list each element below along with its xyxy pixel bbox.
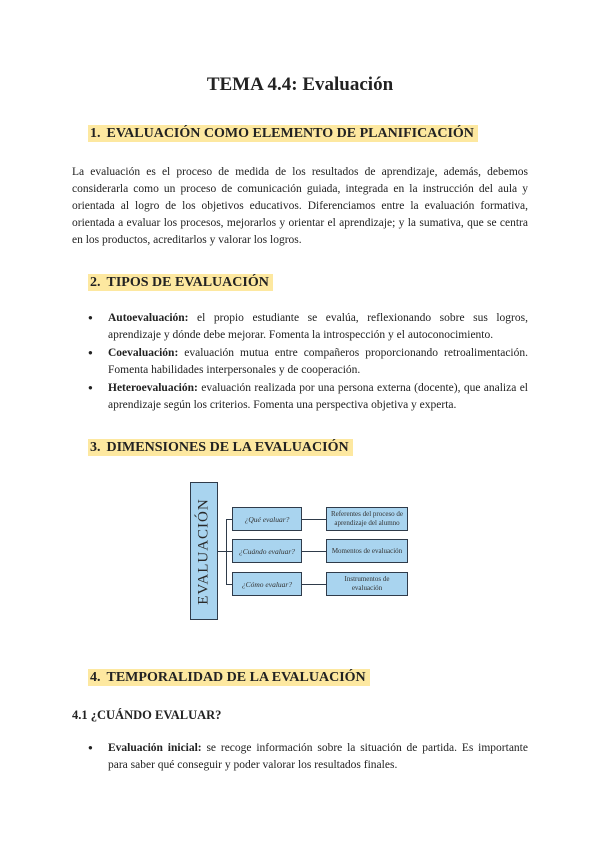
diagram-answer-box [326,572,408,596]
intro-paragraph: La evaluación es el proceso de medida de los resultados de aprendizaje, además, debemos considerarla como un proceso de comunicación guiada, integrada en la instrucción del aula y orientada al logro de los objetivos educativos. Diferenciamos entre la evaluación formativa, orientada a evaluar los procesos, mejorarlos y orientar el aprendizaje; y la sumativa, que se centra en los productos, acreditarlos y valorar los logros. [72,166,528,246]
section-number: 1. [90,126,101,141]
section-heading-highlight [88,274,273,291]
section-heading-1 [88,124,478,144]
diagram-answer: Momentos de evaluación [331,546,403,555]
section-number: 2. [90,275,101,290]
section-title: TEMPORALIDAD DE LA EVALUACIÓN [106,670,366,685]
definition: evaluación mutua entre compañeros proporcionando retroalimentación. Fomenta habilidades interpersonales y de cooperación. [108,347,528,376]
evaluation-dimensions-diagram [186,482,426,622]
diagram-main-label: EVALUACIÓN [195,497,212,605]
definition: el propio estudiante se evalúa, reflexionando sobre sus logros, aprendizaje y dónde debe mejorar. Fomenta la introspección y el autoconocimiento. [108,312,528,341]
section-number: 4. [90,670,101,685]
connector-line [218,551,226,552]
page-title: TEMA 4.4: Evaluación [206,74,394,95]
connector-line [302,551,326,552]
list-item [88,310,528,343]
definition: se recoge información sobre la situación de partida. Es importante para saber qué conseguir y poder valorar los resultados finales. [108,742,528,771]
section-heading-2 [88,273,273,293]
section-title: EVALUACIÓN COMO ELEMENTO DE PLANIFICACIÓN [106,126,474,141]
diagram-question: ¿Cuándo evaluar? [238,546,296,556]
temporal-items-list [88,740,528,775]
definition: evaluación realizada por una persona externa (docente), que analiza el aprendizaje según los criterios. Fomenta una perspectiva objetiva y experta. [108,382,528,411]
diagram-answer-box [326,539,408,563]
section-heading-highlight [88,669,370,686]
section-title: TIPOS DE EVALUACIÓN [106,275,269,290]
diagram-question-box [232,572,302,596]
list-item [88,740,528,773]
diagram-question: ¿Qué evaluar? [244,514,290,524]
term: Heteroevaluación: [108,382,198,394]
section-title: DIMENSIONES DE LA EVALUACIÓN [106,440,349,455]
diagram-main-box [190,482,218,620]
section-heading-highlight [88,439,353,456]
subsection-heading: 4.1 ¿CUÁNDO EVALUAR? [72,708,222,722]
section-heading-4 [88,668,370,688]
term: Coevaluación: [108,347,179,359]
list-item [88,345,528,378]
diagram-question-box [232,507,302,531]
diagram-question-box [232,539,302,563]
diagram-answer: Instrumentos de evaluación [344,575,390,592]
term: Evaluación inicial: [108,742,202,754]
section-number: 3. [90,440,101,455]
list-item [88,380,528,413]
diagram-answer: Referentes del proceso de aprendizaje del alumno [330,510,404,527]
connector-line [302,584,326,585]
diagram-question: ¿Cómo evaluar? [241,579,293,589]
diagram-answer-box [326,507,408,531]
evaluation-types-list [88,310,528,415]
section-heading-3 [88,438,353,458]
term: Autoevaluación: [108,312,189,324]
section-heading-highlight [88,125,478,142]
connector-line [302,519,326,520]
